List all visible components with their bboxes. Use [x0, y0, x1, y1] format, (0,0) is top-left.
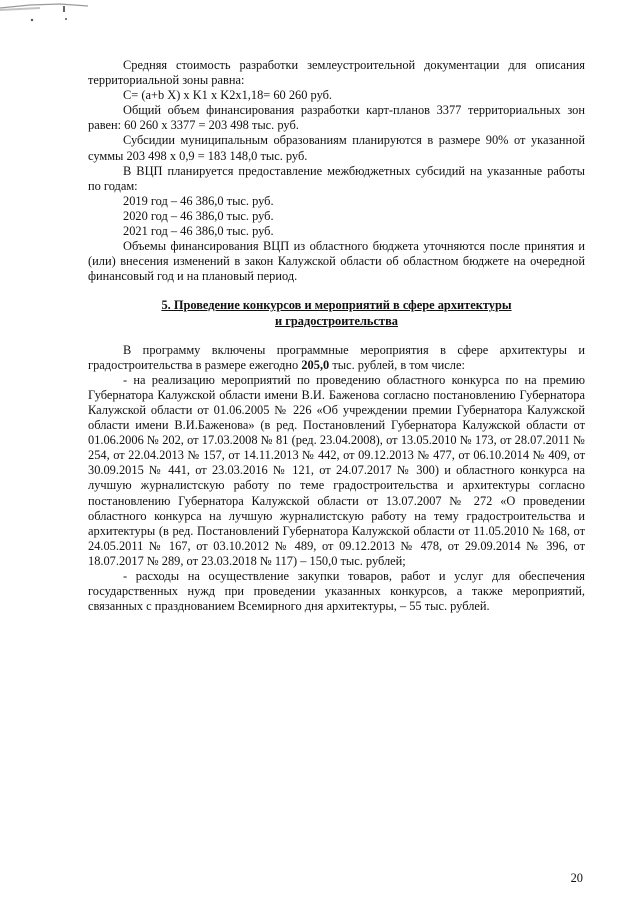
year-line-2020: 2020 год – 46 386,0 тыс. руб.	[123, 208, 274, 223]
paragraph: Субсидии муниципальным образованиям планируются в размере 90% от указанной суммы 203 498 х 0,9 = 183 148,0 тыс. руб.	[88, 133, 585, 163]
paragraph: Средняя стоимость разработки землеустроительной документации для описания территориальной зоны равна:	[88, 58, 585, 88]
list-item: - расходы на осуществление закупки товаров, работ и услуг для обеспечения государственных нужд при проведении указанных конкурсов, а также мероприятий, связанных с празднованием Всемирного дня архитектуры, – 55 тыс. рублей.	[88, 569, 585, 614]
year-line-2019: 2019 год – 46 386,0 тыс. руб.	[123, 193, 274, 208]
paragraph: В ВЦП планируется предоставление межбюджетных субсидий на указанные работы по годам:	[88, 163, 585, 193]
page-number: 20	[570, 871, 583, 885]
year-line-2021: 2021 год – 46 386,0 тыс. руб.	[123, 224, 274, 239]
scan-artifact	[0, 0, 90, 22]
section-intro	[88, 343, 585, 373]
intro-amount: 205,0	[301, 357, 330, 372]
document-body	[88, 58, 585, 614]
section-heading-line-1: 5. Проведение конкурсов и мероприятий в сфере архитектуры	[161, 298, 512, 313]
section-heading-line-2: и градостроительства	[275, 313, 398, 328]
formula-line: С= (a+b X) x K1 x K2x1,18= 60 260 руб.	[123, 88, 333, 103]
paragraph: Общий объем финансирования разработки карт-планов 3377 территориальных зон равен: 60 260 х 3377 = 203 498 тыс. руб.	[88, 103, 585, 133]
paragraph: Объемы финансирования ВЦП из областного бюджета уточняются после принятия и (или) внесения изменений в закон Калужской области об областном бюджете на очередной финансовый год и на плановый период.	[88, 239, 585, 284]
intro-text-end: тыс. рублей, в том числе:	[329, 357, 465, 372]
section-heading	[88, 298, 585, 328]
list-item: - на реализацию мероприятий по проведению областного конкурса по на премию Губернатора Калужской области имени В.И. Баженова согласно постановлению Губернатора Калужской области от 01.06.2005 № 226 «Об учреждении премии Губернатора Калужской области имени В.И.Баженова» (в ред. Постановлений Губернатора Калужской области от 01.06.2006 № 202, от 17.03.2008 № 81 (ред. 23.04.2008), от 13.05.2010 № 173, от 28.07.2011 № 254, от 22.04.2013 № 157, от 14.11.2013 № 442, от 09.12.2013 № 477, от 06.10.2014 № 409, от 30.09.2015 № 441, от 23.03.2016 № 121, от 24.07.2017 № 300) и областного конкурса на лучшую журналистскую работу по теме градостроительства и архитектуры согласно постановлению Губернатора Калужской области от 13.07.2007 № 272 «О проведении областного конкурса на лучшую журналистскую работу на тему градостроительства и архитектуры (в ред. Постановлений Губернатора Калужской области от 11.05.2010 № 168, от 24.05.2011 № 167, от 03.10.2012 № 489, от 09.12.2013 № 478, от 29.09.2014 № 396, от 18.07.2017 № 289, от 23.03.2018 № 117) – 150,0 тыс. рублей;	[88, 372, 585, 568]
intro-text: В программу включены программные мероприятия в сфере архитектуры и градостроительства в размере ежегодно	[88, 342, 585, 372]
